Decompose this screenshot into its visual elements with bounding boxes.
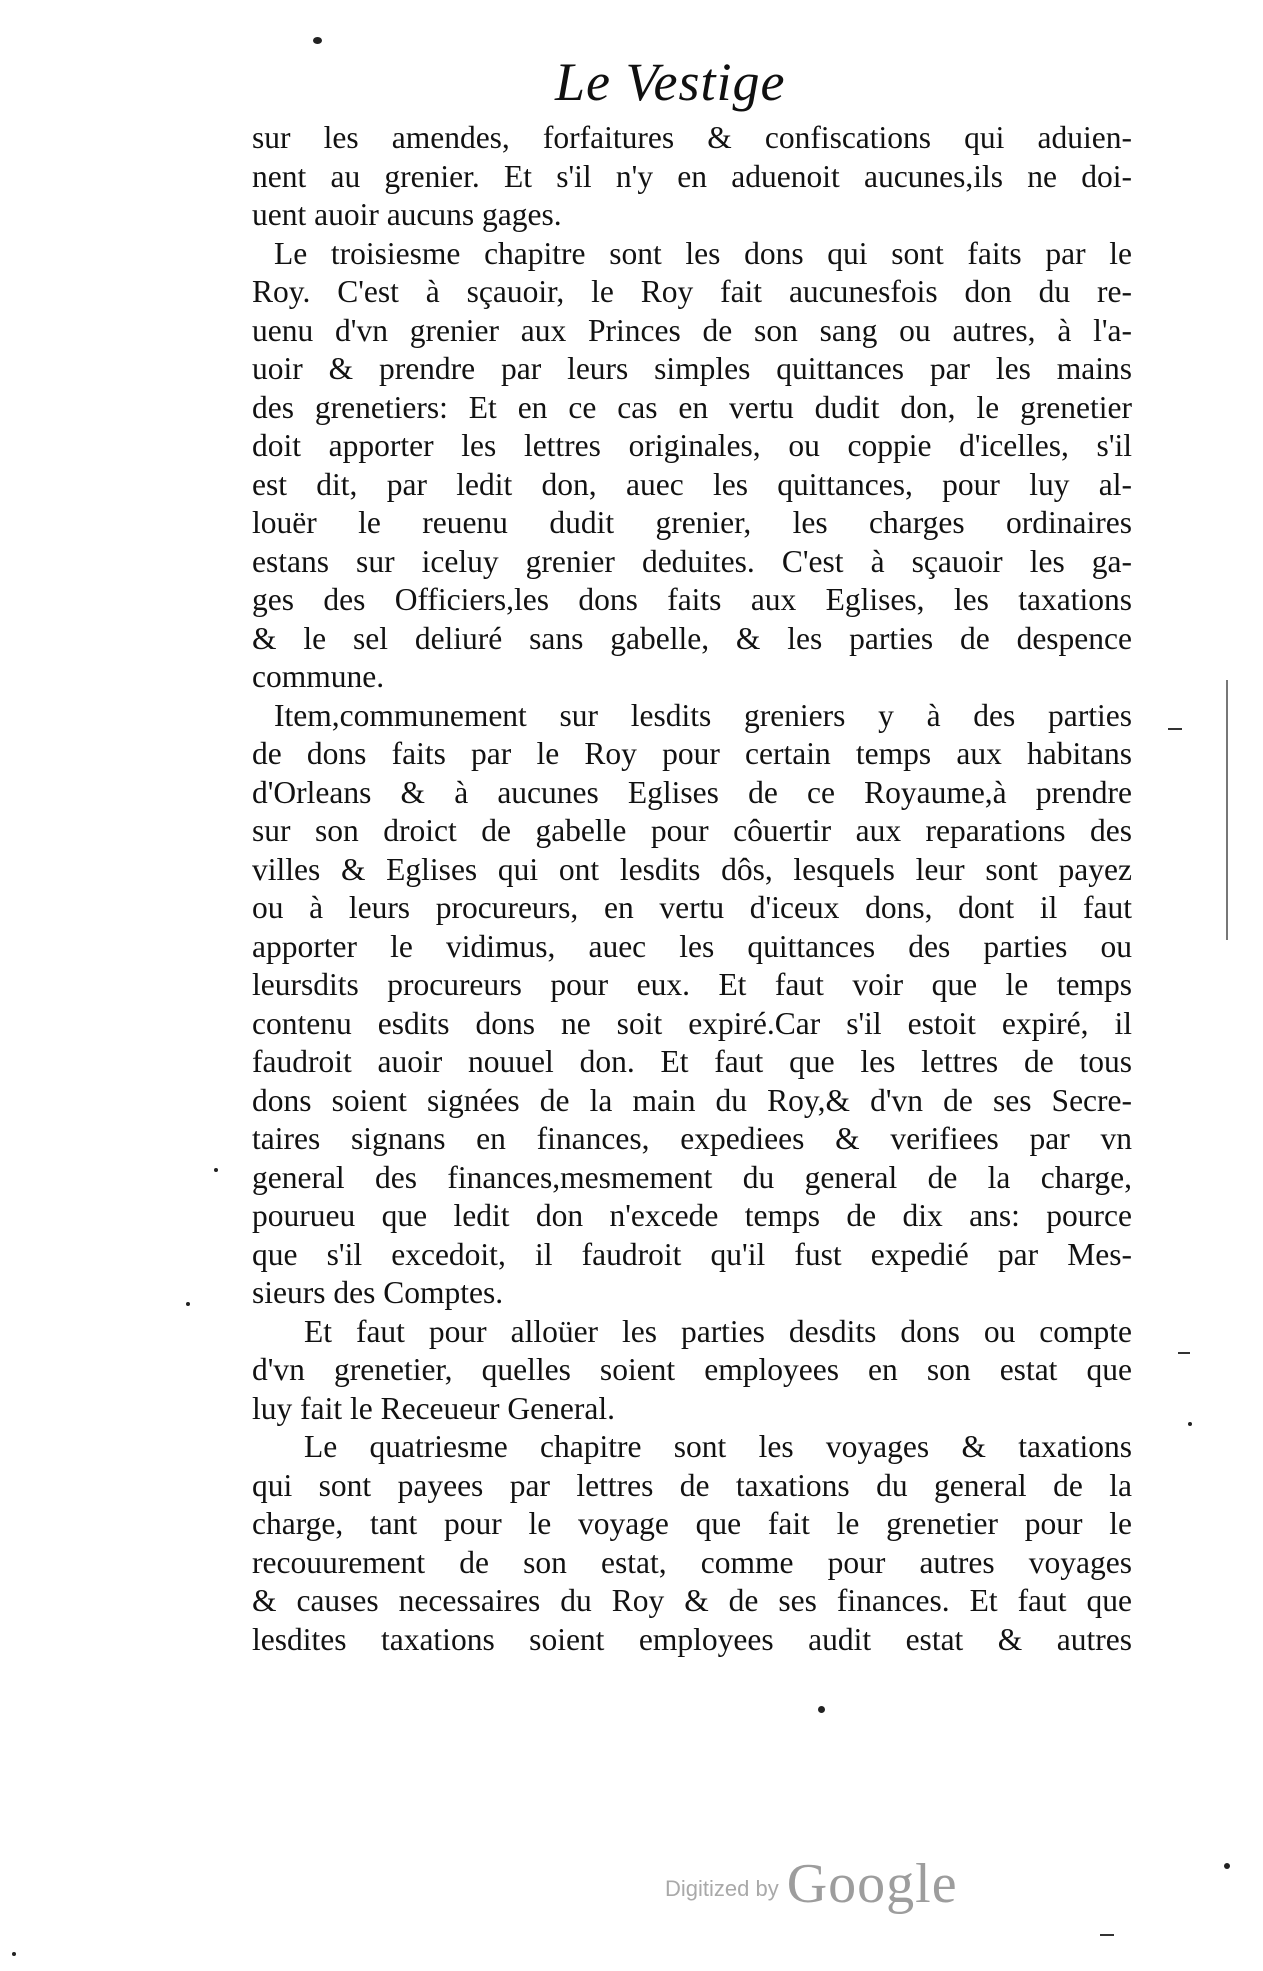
text-line: d'vn grenetier, quelles soient employees en son estat que (252, 1352, 1132, 1387)
text-line: de dons faits par le Roy pour certain temps aux habitans (252, 736, 1132, 771)
text-line: est dit, par ledit don, auec les quittances, pour luy al- (252, 466, 1132, 502)
text-line: doit apporter les lettres originales, ou coppie d'icelles, s'il (252, 428, 1132, 463)
text-line: lesdites taxations soient employees audit estat & autres (252, 1621, 1132, 1657)
text-line: uent auoir aucuns gages. (252, 197, 562, 232)
text-line: pourueu que ledit don n'excede temps de dix ans: pource (252, 1198, 1132, 1233)
margin-mark (1100, 1934, 1114, 1936)
text-line: que s'il excedoit, il faudroit qu'il fust expedié par Mes- (252, 1236, 1132, 1272)
ink-speck (12, 1952, 16, 1956)
text-line: Item,communement sur lesdits greniers y à des parties (274, 697, 1132, 733)
ink-speck (313, 37, 322, 44)
text-line: des grenetiers: Et en ce cas en vertu dudit don, le grenetier (252, 389, 1132, 425)
text-line: ou à leurs procureurs, en vertu d'iceux dons, dont il faut (252, 890, 1132, 925)
margin-mark (1178, 1352, 1190, 1354)
text-line: commune. (252, 659, 385, 694)
margin-mark (1168, 728, 1182, 730)
text-line: Le quatriesme chapitre sont les voyages & taxations (304, 1429, 1132, 1464)
text-line: uoir & prendre par leurs simples quittances par les mains (252, 351, 1132, 386)
watermark-prefix: Digitized by (665, 1876, 779, 1901)
text-line: d'Orleans & à aucunes Eglises de ce Royaume,à prendre (252, 774, 1132, 810)
body-text (252, 119, 1132, 1659)
text-line: & le sel deliuré sans gabelle, & les parties de despence (252, 620, 1132, 656)
text-line: & causes necessaires du Roy & de ses finances. Et faut que (252, 1583, 1132, 1618)
ink-speck (1224, 1863, 1230, 1869)
running-title: Le Vestige (555, 52, 786, 112)
text-line: estans sur iceluy grenier deduites. C'est à sçauoir les ga- (252, 543, 1132, 579)
text-line: contenu esdits dons ne soit expiré.Car s'il estoit expiré, il (252, 1005, 1132, 1041)
text-line: nent au grenier. Et s'il n'y en aduenoit aucunes,ils ne doi- (252, 158, 1132, 194)
ink-speck (186, 1302, 190, 1306)
text-line: Et faut pour alloüer les parties desdits dons ou compte (304, 1313, 1132, 1349)
text-line: sur les amendes, forfaitures & confiscations qui aduien- (252, 120, 1132, 155)
text-line: villes & Eglises qui ont lesdits dôs, lesquels leur sont payez (252, 851, 1132, 887)
text-line: luy fait le Receueur General. (252, 1390, 615, 1426)
text-line: leursdits procureurs pour eux. Et faut voir que le temps (252, 967, 1132, 1002)
text-line: ges des Officiers,les dons faits aux Eglises, les taxations (252, 582, 1132, 617)
ink-speck (214, 1168, 218, 1172)
text-line: sur son droict de gabelle pour côuertir aux reparations des (252, 813, 1132, 848)
text-line: dons soient signées de la main du Roy,& d'vn de ses Secre- (252, 1082, 1132, 1118)
text-line: Le troisiesme chapitre sont les dons qui sont faits par le (274, 235, 1132, 271)
text-line: louër le reuenu dudit grenier, les charges ordinaires (252, 505, 1132, 540)
text-line: apporter le vidimus, auec les quittances des parties ou (252, 928, 1132, 964)
scan-edge-line (1226, 680, 1228, 940)
text-line: sieurs des Comptes. (252, 1275, 504, 1310)
text-line: qui sont payees par lettres de taxations du general de la (252, 1467, 1132, 1503)
text-line: general des finances,mesmement du general de la charge, (252, 1159, 1132, 1195)
text-line: recouurement de son estat, comme pour autres voyages (252, 1544, 1132, 1580)
google-logo: Google (786, 1853, 958, 1915)
ink-speck (1188, 1422, 1192, 1426)
text-line: taires signans en finances, expediees & verifiees par vn (252, 1121, 1132, 1156)
ink-speck (818, 1706, 825, 1713)
text-line: charge, tant pour le voyage que fait le grenetier pour le (252, 1506, 1132, 1541)
text-line: uenu d'vn grenier aux Princes de son sang ou autres, à l'a- (252, 312, 1132, 348)
digitized-by-google-watermark (665, 1852, 958, 1916)
text-line: Roy. C'est à sçauoir, le Roy fait aucunesfois don du re- (252, 274, 1132, 309)
text-line: faudroit auoir nouuel don. Et faut que les lettres de tous (252, 1044, 1132, 1079)
